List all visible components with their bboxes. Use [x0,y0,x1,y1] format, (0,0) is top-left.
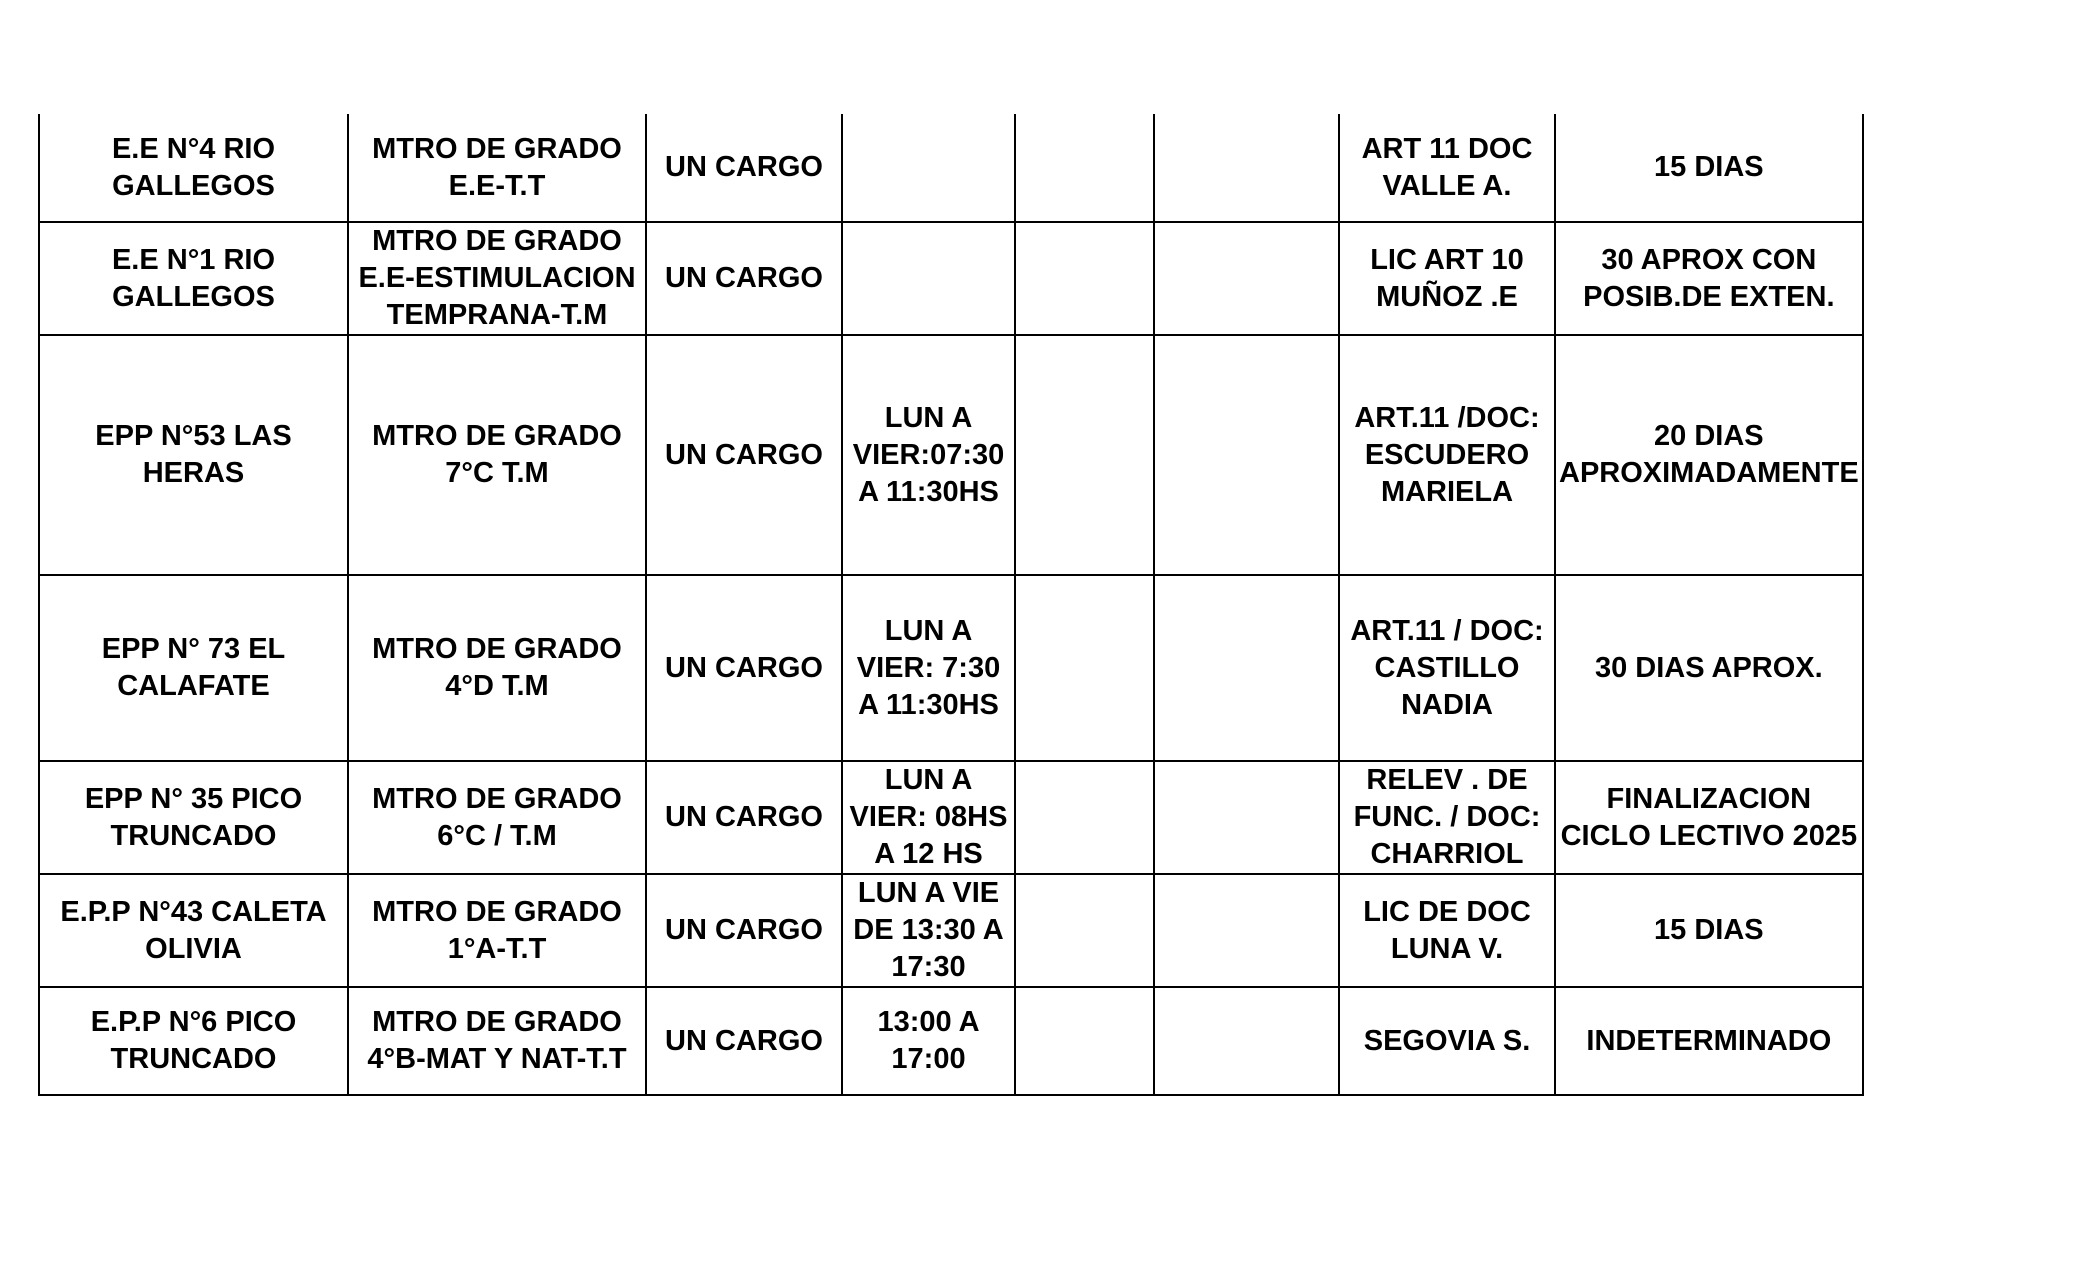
empty-cell [1154,222,1339,335]
table-row [39,335,1863,575]
empty-cell [1154,761,1339,874]
school-cell: E.P.P N°43 CALETA OLIVIA [39,874,348,987]
empty-cell [1154,114,1339,222]
empty-cell [1154,575,1339,761]
table-row [39,761,1863,874]
duration-cell: 15 DIAS [1555,874,1863,987]
reason-cell: LIC DE DOC LUNA V. [1339,874,1555,987]
schedule-cell: LUN A VIER: 08HS A 12 HS [842,761,1015,874]
schedule-cell [842,222,1015,335]
reason-cell: ART.11 /DOC: ESCUDERO MARIELA [1339,335,1555,575]
empty-cell [1015,761,1154,874]
duration-cell: FINALIZACION CICLO LECTIVO 2025 [1555,761,1863,874]
schedule-cell: 13:00 A 17:00 [842,987,1015,1095]
school-cell: E.E N°4 RIO GALLEGOS [39,114,348,222]
duration-cell: 30 DIAS APROX. [1555,575,1863,761]
empty-cell [1154,987,1339,1095]
empty-cell [1015,114,1154,222]
reason-cell: ART.11 / DOC: CASTILLO NADIA [1339,575,1555,761]
cargo-cell: UN CARGO [646,575,842,761]
schedule-cell: LUN A VIER:07:30 A 11:30HS [842,335,1015,575]
cargo-cell: UN CARGO [646,335,842,575]
table-row [39,987,1863,1095]
empty-cell [1015,575,1154,761]
cargo-cell: UN CARGO [646,222,842,335]
table-row [39,874,1863,987]
duration-cell: 20 DIAS APROXIMADAMENTE [1555,335,1863,575]
school-cell: EPP N° 73 EL CALAFATE [39,575,348,761]
schedule-cell [842,114,1015,222]
position-cell: MTRO DE GRADO 4°B-MAT Y NAT-T.T [348,987,646,1095]
cargo-cell: UN CARGO [646,761,842,874]
schedule-cell: LUN A VIE DE 13:30 A 17:30 [842,874,1015,987]
table-row [39,222,1863,335]
school-cell: EPP N°53 LAS HERAS [39,335,348,575]
position-cell: MTRO DE GRADO 7°C T.M [348,335,646,575]
cargo-cell: UN CARGO [646,114,842,222]
duration-cell: 15 DIAS [1555,114,1863,222]
cargo-cell: UN CARGO [646,874,842,987]
table-row [39,114,1863,222]
reason-cell: LIC ART 10 MUÑOZ .E [1339,222,1555,335]
position-cell: MTRO DE GRADO E.E-T.T [348,114,646,222]
position-cell: MTRO DE GRADO 6°C / T.M [348,761,646,874]
empty-cell [1154,335,1339,575]
schedule-cell: LUN A VIER: 7:30 A 11:30HS [842,575,1015,761]
duration-cell: INDETERMINADO [1555,987,1863,1095]
position-cell: MTRO DE GRADO E.E-ESTIMULACION TEMPRANA-T.M [348,222,646,335]
position-cell: MTRO DE GRADO 1°A-T.T [348,874,646,987]
empty-cell [1015,987,1154,1095]
school-cell: E.P.P N°6 PICO TRUNCADO [39,987,348,1095]
empty-cell [1015,874,1154,987]
empty-cell [1154,874,1339,987]
empty-cell [1015,222,1154,335]
school-cell: EPP N° 35 PICO TRUNCADO [39,761,348,874]
school-cell: E.E N°1 RIO GALLEGOS [39,222,348,335]
reason-cell: ART 11 DOC VALLE A. [1339,114,1555,222]
reason-cell: SEGOVIA S. [1339,987,1555,1095]
vacancy-table [38,114,1864,1096]
cargo-cell: UN CARGO [646,987,842,1095]
table-row [39,575,1863,761]
empty-cell [1015,335,1154,575]
duration-cell: 30 APROX CON POSIB.DE EXTEN. [1555,222,1863,335]
reason-cell: RELEV . DE FUNC. / DOC: CHARRIOL [1339,761,1555,874]
position-cell: MTRO DE GRADO 4°D T.M [348,575,646,761]
